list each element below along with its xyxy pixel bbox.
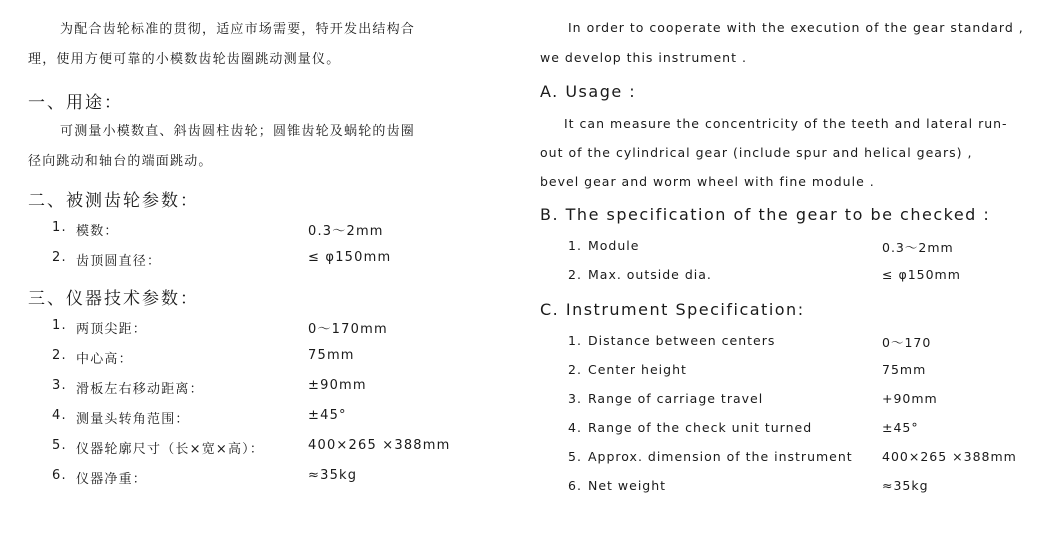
tech-params-heading: 三、仪器技术参数： bbox=[28, 289, 199, 309]
usage-text-line-2: out of the cylindrical gear (include spur and helical gears) , bbox=[540, 145, 973, 160]
param-label: Module bbox=[588, 238, 640, 253]
param-number: 1. bbox=[52, 318, 67, 333]
usage-text-line-2: 径向跳动和轴台的端面跳动。 bbox=[28, 154, 213, 169]
param-value: 0.3～2mm bbox=[882, 240, 954, 255]
param-number: 6. bbox=[568, 478, 582, 493]
param-row bbox=[28, 378, 498, 398]
param-number: 1. bbox=[568, 333, 582, 348]
param-row bbox=[538, 362, 1038, 382]
intro-line-1: In order to cooperate with the execution of the gear standard , bbox=[568, 20, 1024, 35]
param-row bbox=[538, 333, 1038, 353]
param-row bbox=[28, 250, 498, 270]
param-row bbox=[538, 238, 1038, 258]
param-label: 滑板左右移动距离： bbox=[76, 382, 204, 397]
param-value: 400×265 ×388mm bbox=[308, 438, 451, 453]
param-number: 5. bbox=[568, 449, 582, 464]
param-row bbox=[28, 348, 498, 368]
param-value: ≈35kg bbox=[882, 478, 929, 493]
param-value: ±90mm bbox=[308, 378, 367, 393]
param-number: 6. bbox=[52, 468, 67, 483]
param-label: Net weight bbox=[588, 478, 667, 493]
param-label: Distance between centers bbox=[588, 333, 776, 348]
param-row bbox=[28, 220, 498, 240]
intro-line-1: 为配合齿轮标准的贯彻，适应市场需要，特开发出结构合 bbox=[60, 22, 416, 37]
param-label: Max. outside dia. bbox=[588, 267, 712, 282]
param-value: 0.3～2mm bbox=[308, 224, 384, 239]
param-number: 1. bbox=[52, 220, 67, 235]
param-value: 400×265 ×388mm bbox=[882, 449, 1017, 464]
gear-params-heading: 二、被测齿轮参数： bbox=[28, 191, 199, 211]
param-row bbox=[538, 420, 1038, 440]
usage-heading: 一、用途： bbox=[28, 93, 123, 113]
param-value: 75mm bbox=[882, 362, 927, 377]
param-label: 仪器净重： bbox=[76, 472, 148, 487]
param-value: ≈35kg bbox=[308, 468, 358, 483]
param-number: 3. bbox=[52, 378, 67, 393]
usage-text-line-3: bevel gear and worm wheel with fine module . bbox=[540, 174, 875, 189]
intro-line-2: we develop this instrument . bbox=[540, 50, 747, 65]
param-number: 5. bbox=[52, 438, 67, 453]
param-value: ≤ φ150mm bbox=[308, 250, 392, 265]
usage-text-line-1: 可测量小模数直、斜齿圆柱齿轮；圆锥齿轮及蜗轮的齿圈 bbox=[60, 124, 416, 139]
param-row bbox=[538, 449, 1038, 469]
param-row bbox=[28, 438, 498, 458]
param-number: 2. bbox=[52, 250, 67, 265]
param-row bbox=[28, 468, 498, 488]
param-number: 2. bbox=[568, 267, 582, 282]
param-label: 测量头转角范围： bbox=[76, 412, 190, 427]
param-label: Approx. dimension of the instrument bbox=[588, 449, 853, 464]
param-row bbox=[538, 478, 1038, 498]
param-number: 1. bbox=[568, 238, 582, 253]
param-value: 0～170mm bbox=[308, 322, 388, 337]
param-value: ±45° bbox=[308, 408, 347, 423]
param-row bbox=[28, 408, 498, 428]
param-number: 2. bbox=[568, 362, 582, 377]
intro-line-2: 理，使用方便可靠的小模数齿轮齿圈跳动测量仪。 bbox=[28, 52, 341, 67]
param-number: 2. bbox=[52, 348, 67, 363]
gear-params-heading: B. The specification of the gear to be checked : bbox=[540, 205, 991, 224]
usage-text-line-1: It can measure the concentricity of the teeth and lateral run- bbox=[564, 116, 1008, 131]
param-label: 仪器轮廓尺寸（长×宽×高）： bbox=[76, 442, 265, 457]
param-value: ±45° bbox=[882, 420, 919, 435]
param-number: 3. bbox=[568, 391, 582, 406]
param-number: 4. bbox=[568, 420, 582, 435]
param-number: 4. bbox=[52, 408, 67, 423]
param-row bbox=[28, 318, 498, 338]
param-label: 齿顶圆直径： bbox=[76, 254, 162, 269]
param-row bbox=[538, 267, 1038, 287]
param-value: 0～170 bbox=[882, 335, 932, 350]
param-label: Center height bbox=[588, 362, 687, 377]
param-label: 模数： bbox=[76, 224, 119, 239]
param-value: 75mm bbox=[308, 348, 355, 363]
param-label: 两顶尖距： bbox=[76, 322, 148, 337]
param-label: Range of carriage travel bbox=[588, 391, 764, 406]
param-label: 中心高： bbox=[76, 352, 133, 367]
param-value: +90mm bbox=[882, 391, 938, 406]
usage-heading: A. Usage : bbox=[540, 82, 637, 101]
param-label: Range of the check unit turned bbox=[588, 420, 813, 435]
param-value: ≤ φ150mm bbox=[882, 267, 961, 282]
param-row bbox=[538, 391, 1038, 411]
tech-params-heading: C. Instrument Specification: bbox=[540, 300, 805, 319]
